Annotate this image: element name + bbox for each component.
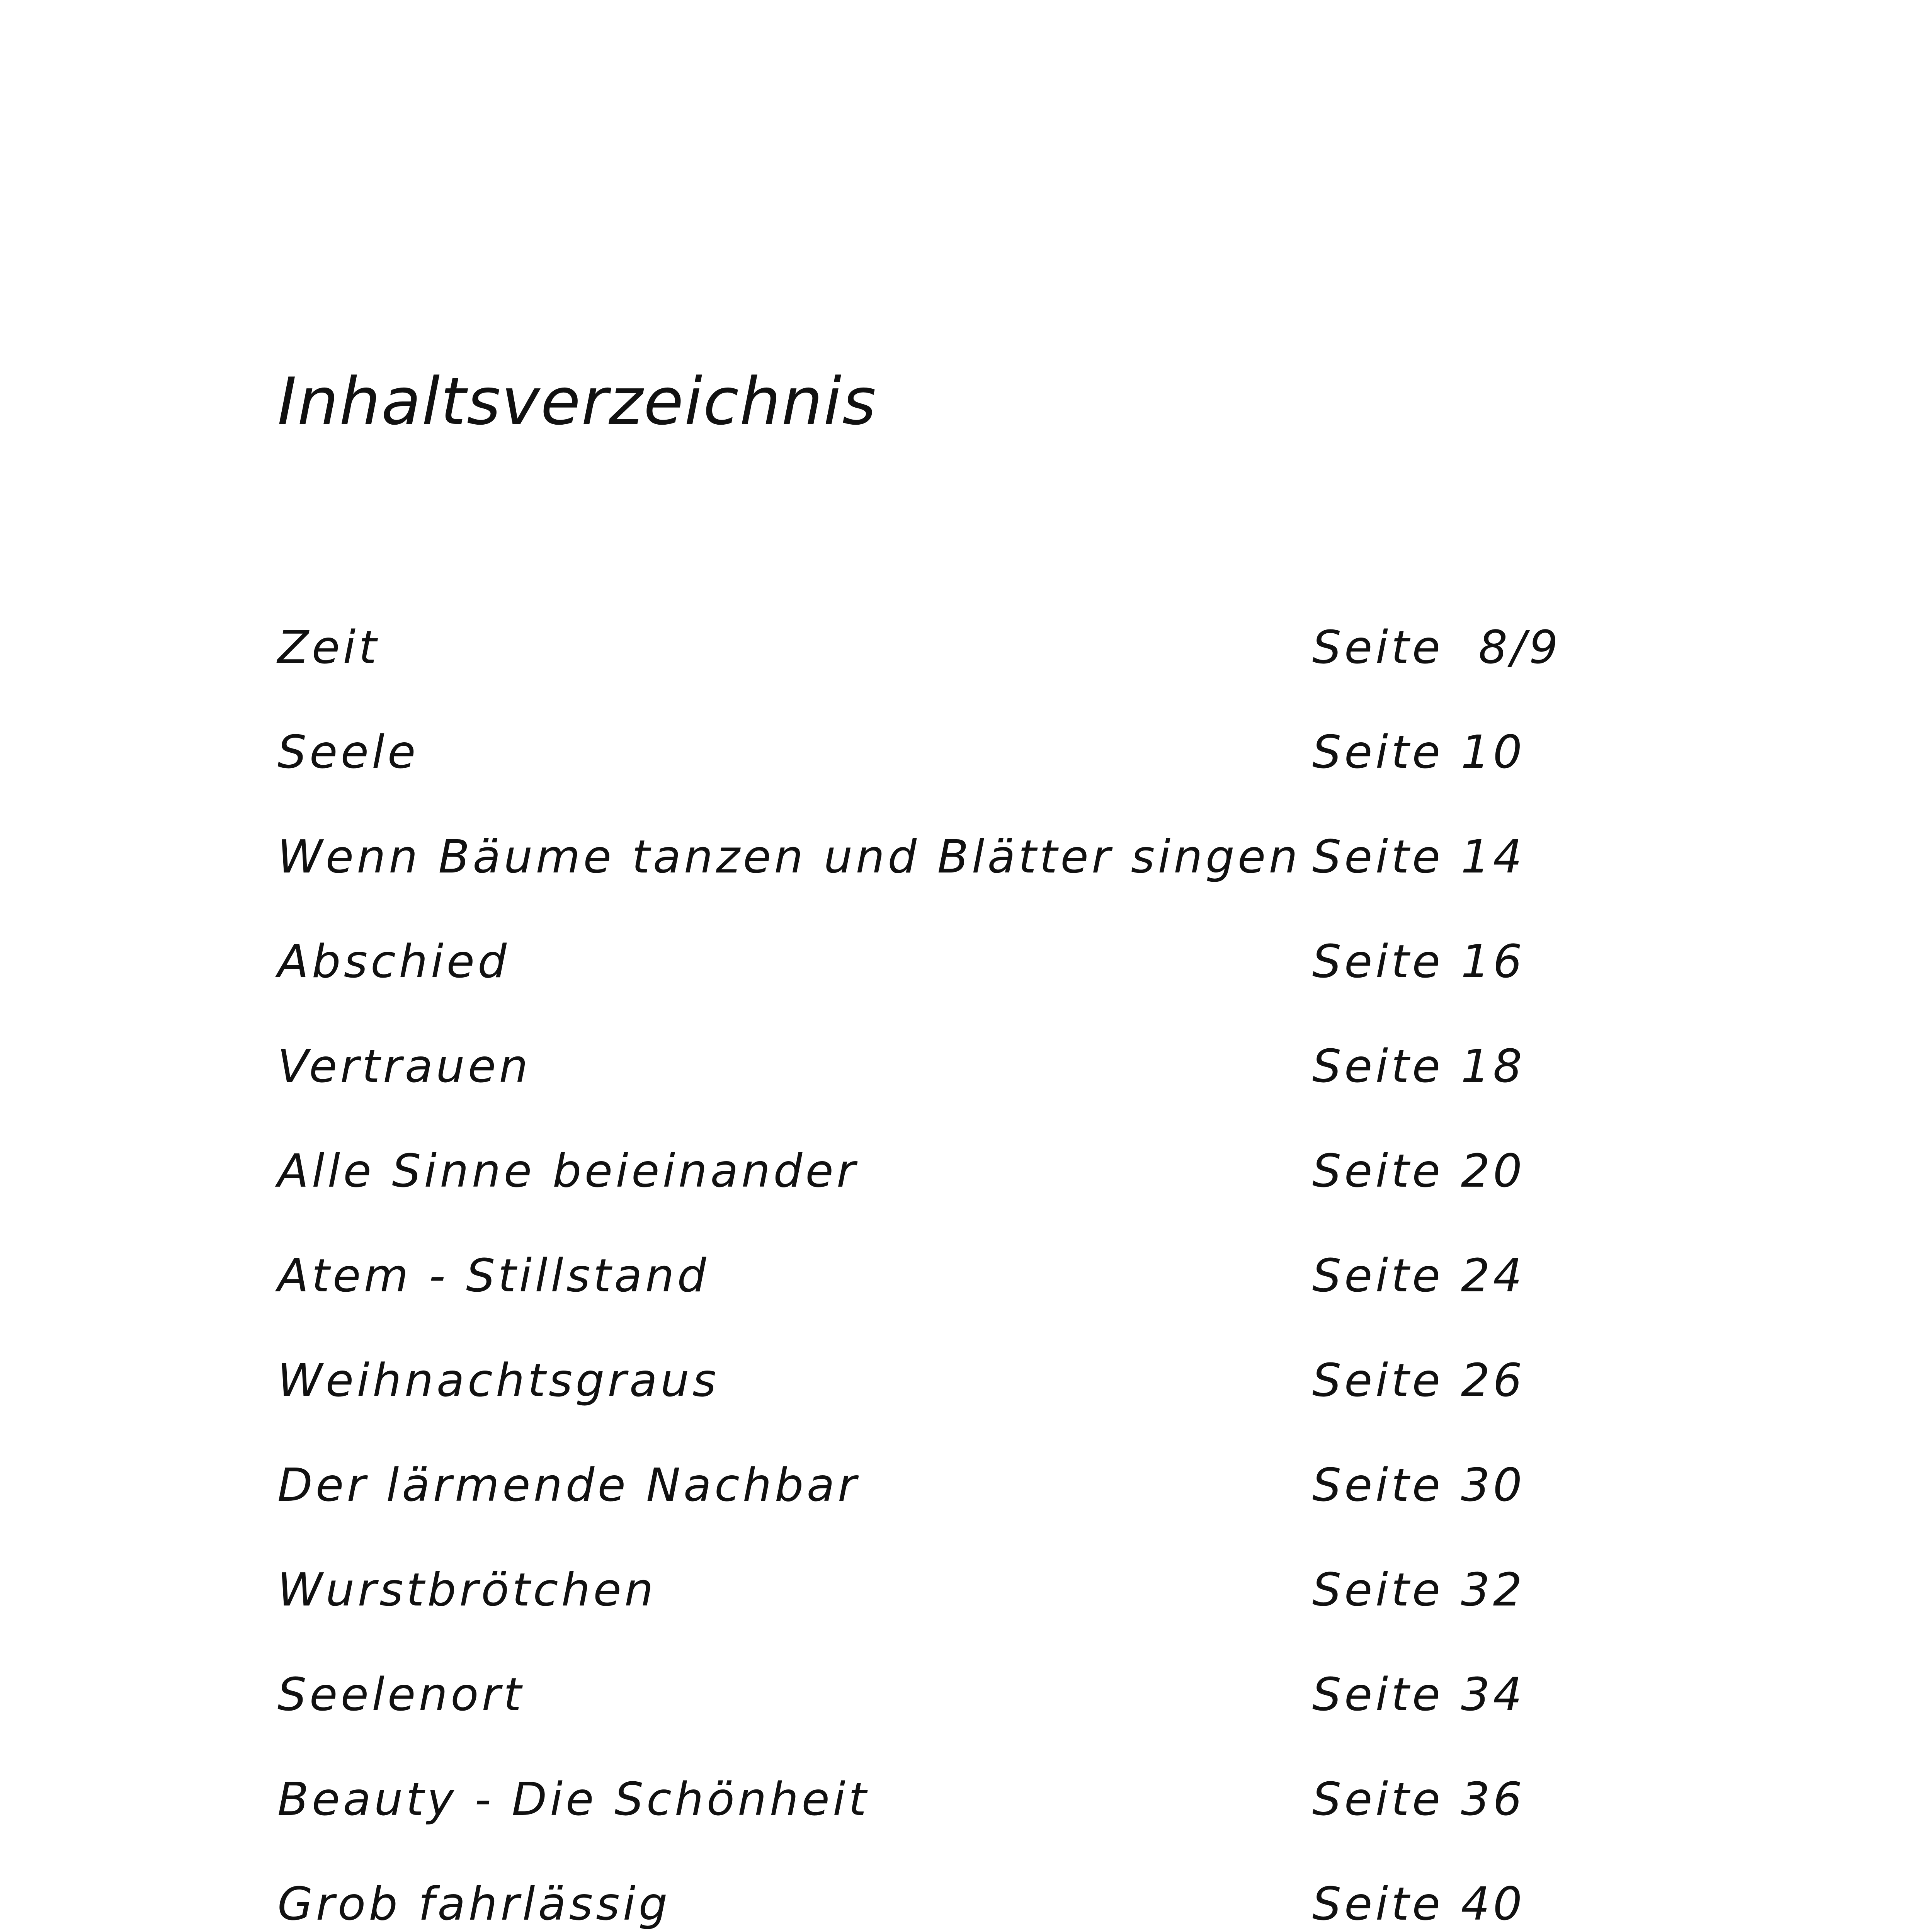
toc-entry xyxy=(277,1873,1630,1932)
toc-entry-title: Abschied xyxy=(277,935,510,988)
toc-entry xyxy=(277,1035,1630,1140)
toc-entry xyxy=(277,1140,1630,1245)
toc-entry-title: Wenn Bäume tanzen und Blätter singen xyxy=(277,830,1301,883)
toc-entry xyxy=(277,1349,1630,1454)
toc-entry xyxy=(277,930,1630,1035)
toc-entry-page: Seite 24 xyxy=(1312,1249,1525,1302)
toc-entry-title: Weihnachtsgraus xyxy=(277,1354,720,1407)
toc-entry-page: Seite 34 xyxy=(1312,1668,1525,1721)
toc-entry-page: Seite 36 xyxy=(1312,1772,1525,1826)
toc-entry-page: Seite 30 xyxy=(1312,1458,1525,1512)
toc-entry-title: Wurstbrötchen xyxy=(277,1563,657,1616)
toc-entry-title: Atem - Stillstand xyxy=(277,1249,709,1302)
toc-entry-page: Seite 26 xyxy=(1312,1354,1525,1407)
toc-entry-page: Seite 10 xyxy=(1312,725,1525,779)
toc-heading: Inhaltsverzeichnis xyxy=(277,364,877,439)
toc-entry-page: Seite 32 xyxy=(1312,1563,1525,1616)
toc-entry-page: Seite 40 xyxy=(1312,1877,1525,1930)
toc-entry-title: Der lärmende Nachbar xyxy=(277,1458,860,1512)
toc-list xyxy=(277,616,1630,1932)
toc-entry-title: Zeit xyxy=(277,621,380,674)
toc-entry-page: Seite 14 xyxy=(1312,830,1525,883)
toc-entry-page: Seite 20 xyxy=(1312,1144,1525,1197)
toc-entry xyxy=(277,1454,1630,1559)
toc-entry-title: Seelenort xyxy=(277,1668,525,1721)
toc-entry xyxy=(277,616,1630,721)
toc-entry-title: Alle Sinne beieinander xyxy=(277,1144,859,1197)
toc-entry-title: Grob fahrlässig xyxy=(277,1877,671,1930)
toc-entry xyxy=(277,826,1630,930)
toc-entry-page: Seite 16 xyxy=(1312,935,1525,988)
toc-entry-title: Beauty - Die Schönheit xyxy=(277,1772,870,1826)
toc-entry xyxy=(277,721,1630,826)
toc-entry-title: Seele xyxy=(277,725,419,779)
toc-entry xyxy=(277,1559,1630,1663)
toc-entry xyxy=(277,1663,1630,1768)
toc-entry-page: Seite 8/9 xyxy=(1312,621,1561,674)
toc-entry-title: Vertrauen xyxy=(277,1039,531,1093)
toc-entry xyxy=(277,1768,1630,1873)
toc-entry xyxy=(277,1245,1630,1349)
toc-entry-page: Seite 18 xyxy=(1312,1039,1525,1093)
